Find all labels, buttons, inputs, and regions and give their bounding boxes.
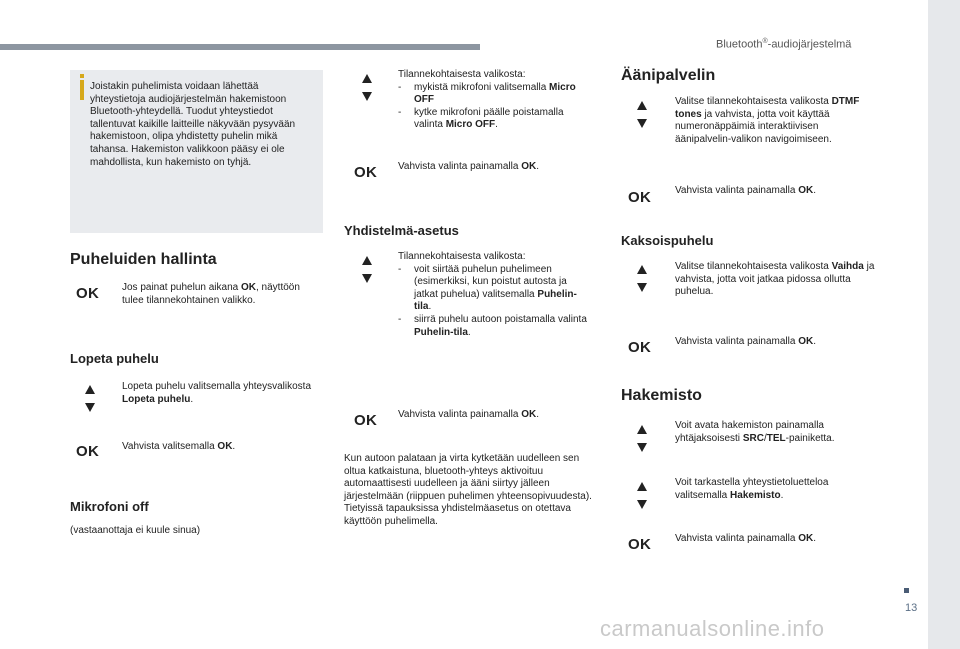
closing-paragraph: Kun autoon palataan ja virta kytketään uudelleen sen oltua katkaistuna, bluetooth-yhteys aktivoituu automaattisesti uudelleen ja ääni siirtyy jälleen järjestelmään (riippuen puhelimen yhteensopivuudesta). Tietyissä tapauksissa yhdistelmäasetus on otettava käyttöön puhelimella.: [344, 453, 592, 527]
info-note-text: Joistakin puhelimista voidaan lähettää yhteystietoja audiojärjestelmän hakemistoon Bluetooth-yhteydellä. Tuodut yhteystiedot tallentuvat kaikille laitteille näkyvään pysyvään hakemistoon, olipa yhdistetty puhelin mikä tahansa. Hakemiston valikkoon pääsy ei ole mahdollista, kun hakemisto on tyhjä.: [90, 81, 296, 168]
ok-button-icon: OK: [354, 164, 378, 181]
directory-open-text: Voit avata hakemiston painamalla yhtäjaksoisesti SRC/TEL-painiketta.: [675, 420, 835, 444]
section-heading-double-call: Kaksoispuhelu: [621, 233, 714, 248]
voice-server-text: Valitse tilannekohtaisesta valikosta DTMF tones ja vahvista, jotta voit käyttää numeronäppäimiä interaktiivisen äänipalvelin-valikon navigoimiseen.: [675, 96, 860, 145]
ok-button-icon: OK: [628, 339, 652, 356]
ok-button-icon: OK: [76, 285, 100, 302]
section-heading-directory: Hakemisto: [621, 387, 702, 404]
mic-menu-text: Tilannekohtaisesta valikosta: - mykistä mikrofoni valitsemalla Micro OFF - kytke mikrofoni päälle poistamalla valinta Micro OFF.: [398, 69, 593, 132]
combined-confirm-text: Vahvista valinta painamalla OK.: [398, 409, 539, 420]
section-heading-call-management: Puheluiden hallinta: [70, 251, 217, 268]
directory-confirm-text: Vahvista valinta painamalla OK.: [675, 533, 816, 544]
ok-button-icon: OK: [76, 443, 100, 460]
double-call-text: Valitse tilannekohtaisesta valikosta Vaihda ja vahvista, jotta voit jatkaa pidossa ollutta puhelua.: [675, 261, 875, 298]
call-ok-text: Jos painat puhelun aikana OK, näyttöön tulee tilannekohtainen valikko.: [122, 282, 300, 306]
section-heading-combined: Yhdistelmä-asetus: [344, 223, 459, 238]
directory-view-text: Voit tarkastella yhteystietoluetteloa valitsemalla Hakemisto.: [675, 477, 829, 501]
end-call-text: Lopeta puhelu valitsemalla yhteysvalikosta Lopeta puhelu.: [122, 381, 311, 405]
ok-button-icon: OK: [628, 536, 652, 553]
section-heading-mic-off: Mikrofoni off: [70, 499, 149, 514]
up-down-arrows-icon: [360, 256, 374, 283]
watermark: carmanualsonline.info: [600, 616, 825, 641]
top-rule: [0, 44, 480, 50]
running-header: Bluetooth®-audiojärjestelmä: [716, 38, 852, 51]
up-down-arrows-icon: [83, 385, 97, 412]
section-heading-voice-server: Äänipalvelin: [621, 67, 716, 84]
page-number: 13: [905, 602, 918, 614]
end-call-confirm-text: Vahvista valitsemalla OK.: [122, 441, 236, 452]
section-heading-end-call: Lopeta puhelu: [70, 351, 159, 366]
mic-off-note: (vastaanottaja ei kuule sinua): [70, 525, 201, 536]
info-icon: [80, 80, 84, 100]
up-down-arrows-icon: [635, 482, 649, 509]
up-down-arrows-icon: [360, 74, 374, 101]
double-call-confirm-text: Vahvista valinta painamalla OK.: [675, 336, 816, 347]
page-marker-square: [904, 588, 909, 593]
combined-menu-text: Tilannekohtaisesta valikosta: - voit siirtää puhelun puhelimeen (esimerkiksi, kun poistut autosta ja jatkat puhelua) valitsemalla Puhelin-tila. - siirrä puhelu autoon poistamalla valinta Puhelin-tila.: [398, 251, 593, 339]
page-side-band: [928, 0, 960, 649]
ok-button-icon: OK: [628, 189, 652, 206]
mic-confirm-text: Vahvista valinta painamalla OK.: [398, 161, 539, 172]
up-down-arrows-icon: [635, 425, 649, 452]
ok-button-icon: OK: [354, 412, 378, 429]
voice-confirm-text: Vahvista valinta painamalla OK.: [675, 185, 816, 196]
up-down-arrows-icon: [635, 265, 649, 292]
up-down-arrows-icon: [635, 101, 649, 128]
